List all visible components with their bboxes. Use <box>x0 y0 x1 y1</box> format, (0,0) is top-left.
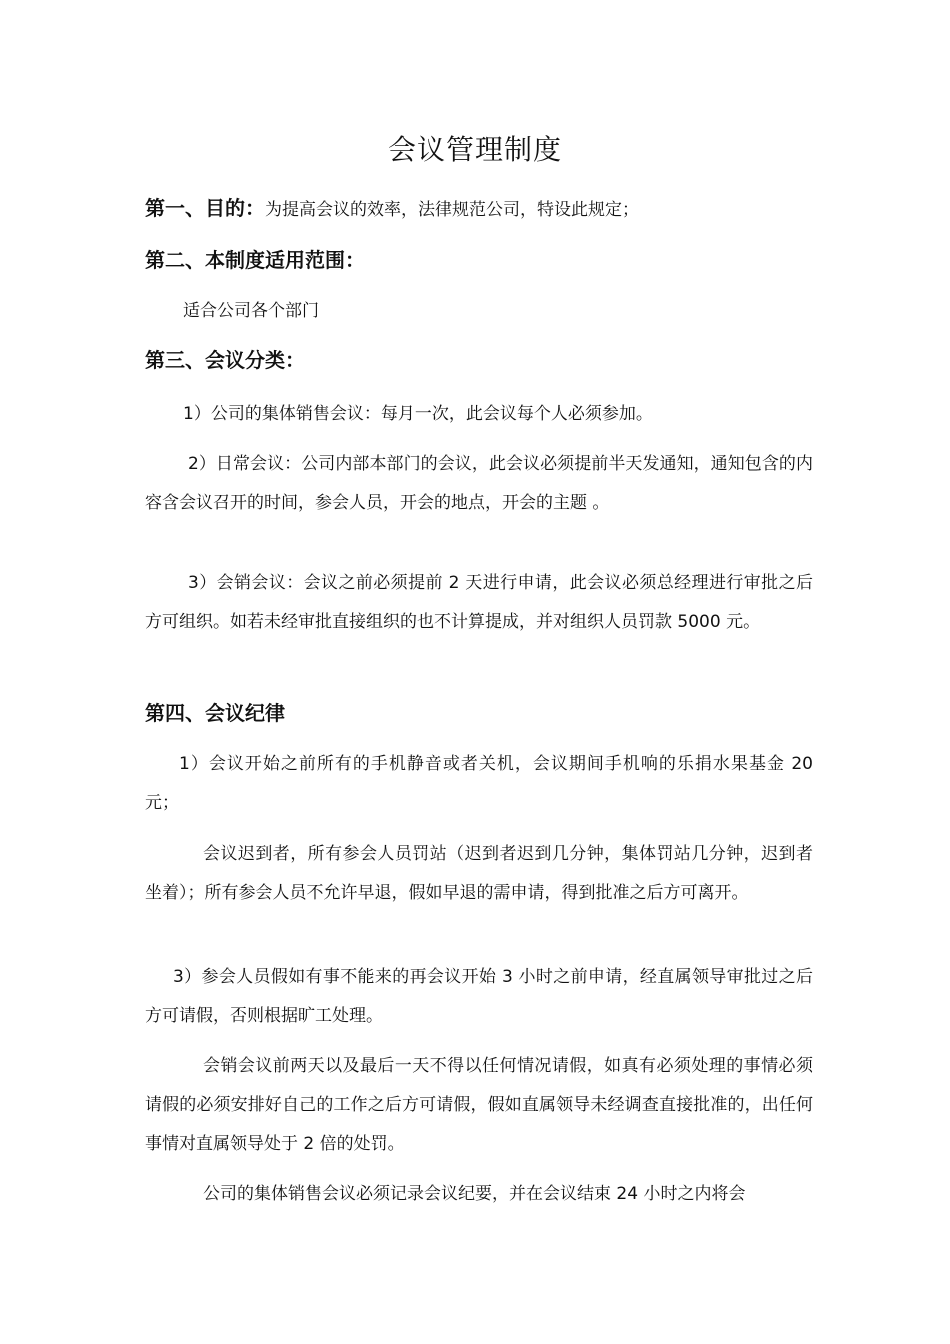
section-1-heading-label: 第一、目的： <box>145 196 265 220</box>
section-4-paragraph-4: 会销会议前两天以及最后一天不得以任何情况请假，如真有必须处理的事情必须请假的必须安排好自己的工作之后方可请假，假如直属领导未经调查直接批准的，出任何事情对直属领导处于 2 倍的处罚。 <box>145 1056 813 1154</box>
section-2-heading: 第二、本制度适用范围： <box>145 248 365 272</box>
section-3-heading: 第三、会议分类： <box>145 348 305 372</box>
section-3-paragraph-3: 3）会销会议：会议之前必须提前 2 天进行申请，此会议必须总经理进行审批之后方可组织。如若未经审批直接组织的也不计算提成，并对组织人员罚款 5000 元。 <box>145 573 813 632</box>
section-1-heading-text: 为提高会议的效率，法律规范公司，特设此规定； <box>265 200 639 220</box>
section-4-paragraph-2: 会议迟到者，所有参会人员罚站（迟到者迟到几分钟，集体罚站几分钟，迟到者坐着）；所有参会人员不允许早退，假如早退的需申请，得到批准之后方可离开。 <box>145 844 813 903</box>
section-1-heading <box>145 192 815 226</box>
section-4-paragraph-1: 1）会议开始之前所有的手机静音或者关机，会议期间手机响的乐捐水果基金 20 元； <box>145 754 813 813</box>
section-3-paragraph-2: 2）日常会议：公司内部本部门的会议，此会议必须提前半天发通知，通知包含的内容含会议召开的时间，参会人员，开会的地点，开会的主题 。 <box>145 454 813 513</box>
document-title: 会议管理制度 <box>387 133 562 166</box>
section-4-paragraph-5: 公司的集体销售会议必须记录会议纪要，并在会议结束 24 小时之内将会 <box>203 1184 746 1204</box>
section-2-paragraph-1: 适合公司各个部门 <box>183 301 319 321</box>
section-4-paragraph-3: 3）参会人员假如有事不能来的再会议开始 3 小时之前申请，经直属领导审批过之后方可请假，否则根据旷工处理。 <box>145 967 813 1026</box>
section-4-heading: 第四、会议纪律 <box>145 701 285 725</box>
section-3-paragraph-1: 1）公司的集体销售会议：每月一次，此会议每个人必须参加。 <box>183 404 653 424</box>
